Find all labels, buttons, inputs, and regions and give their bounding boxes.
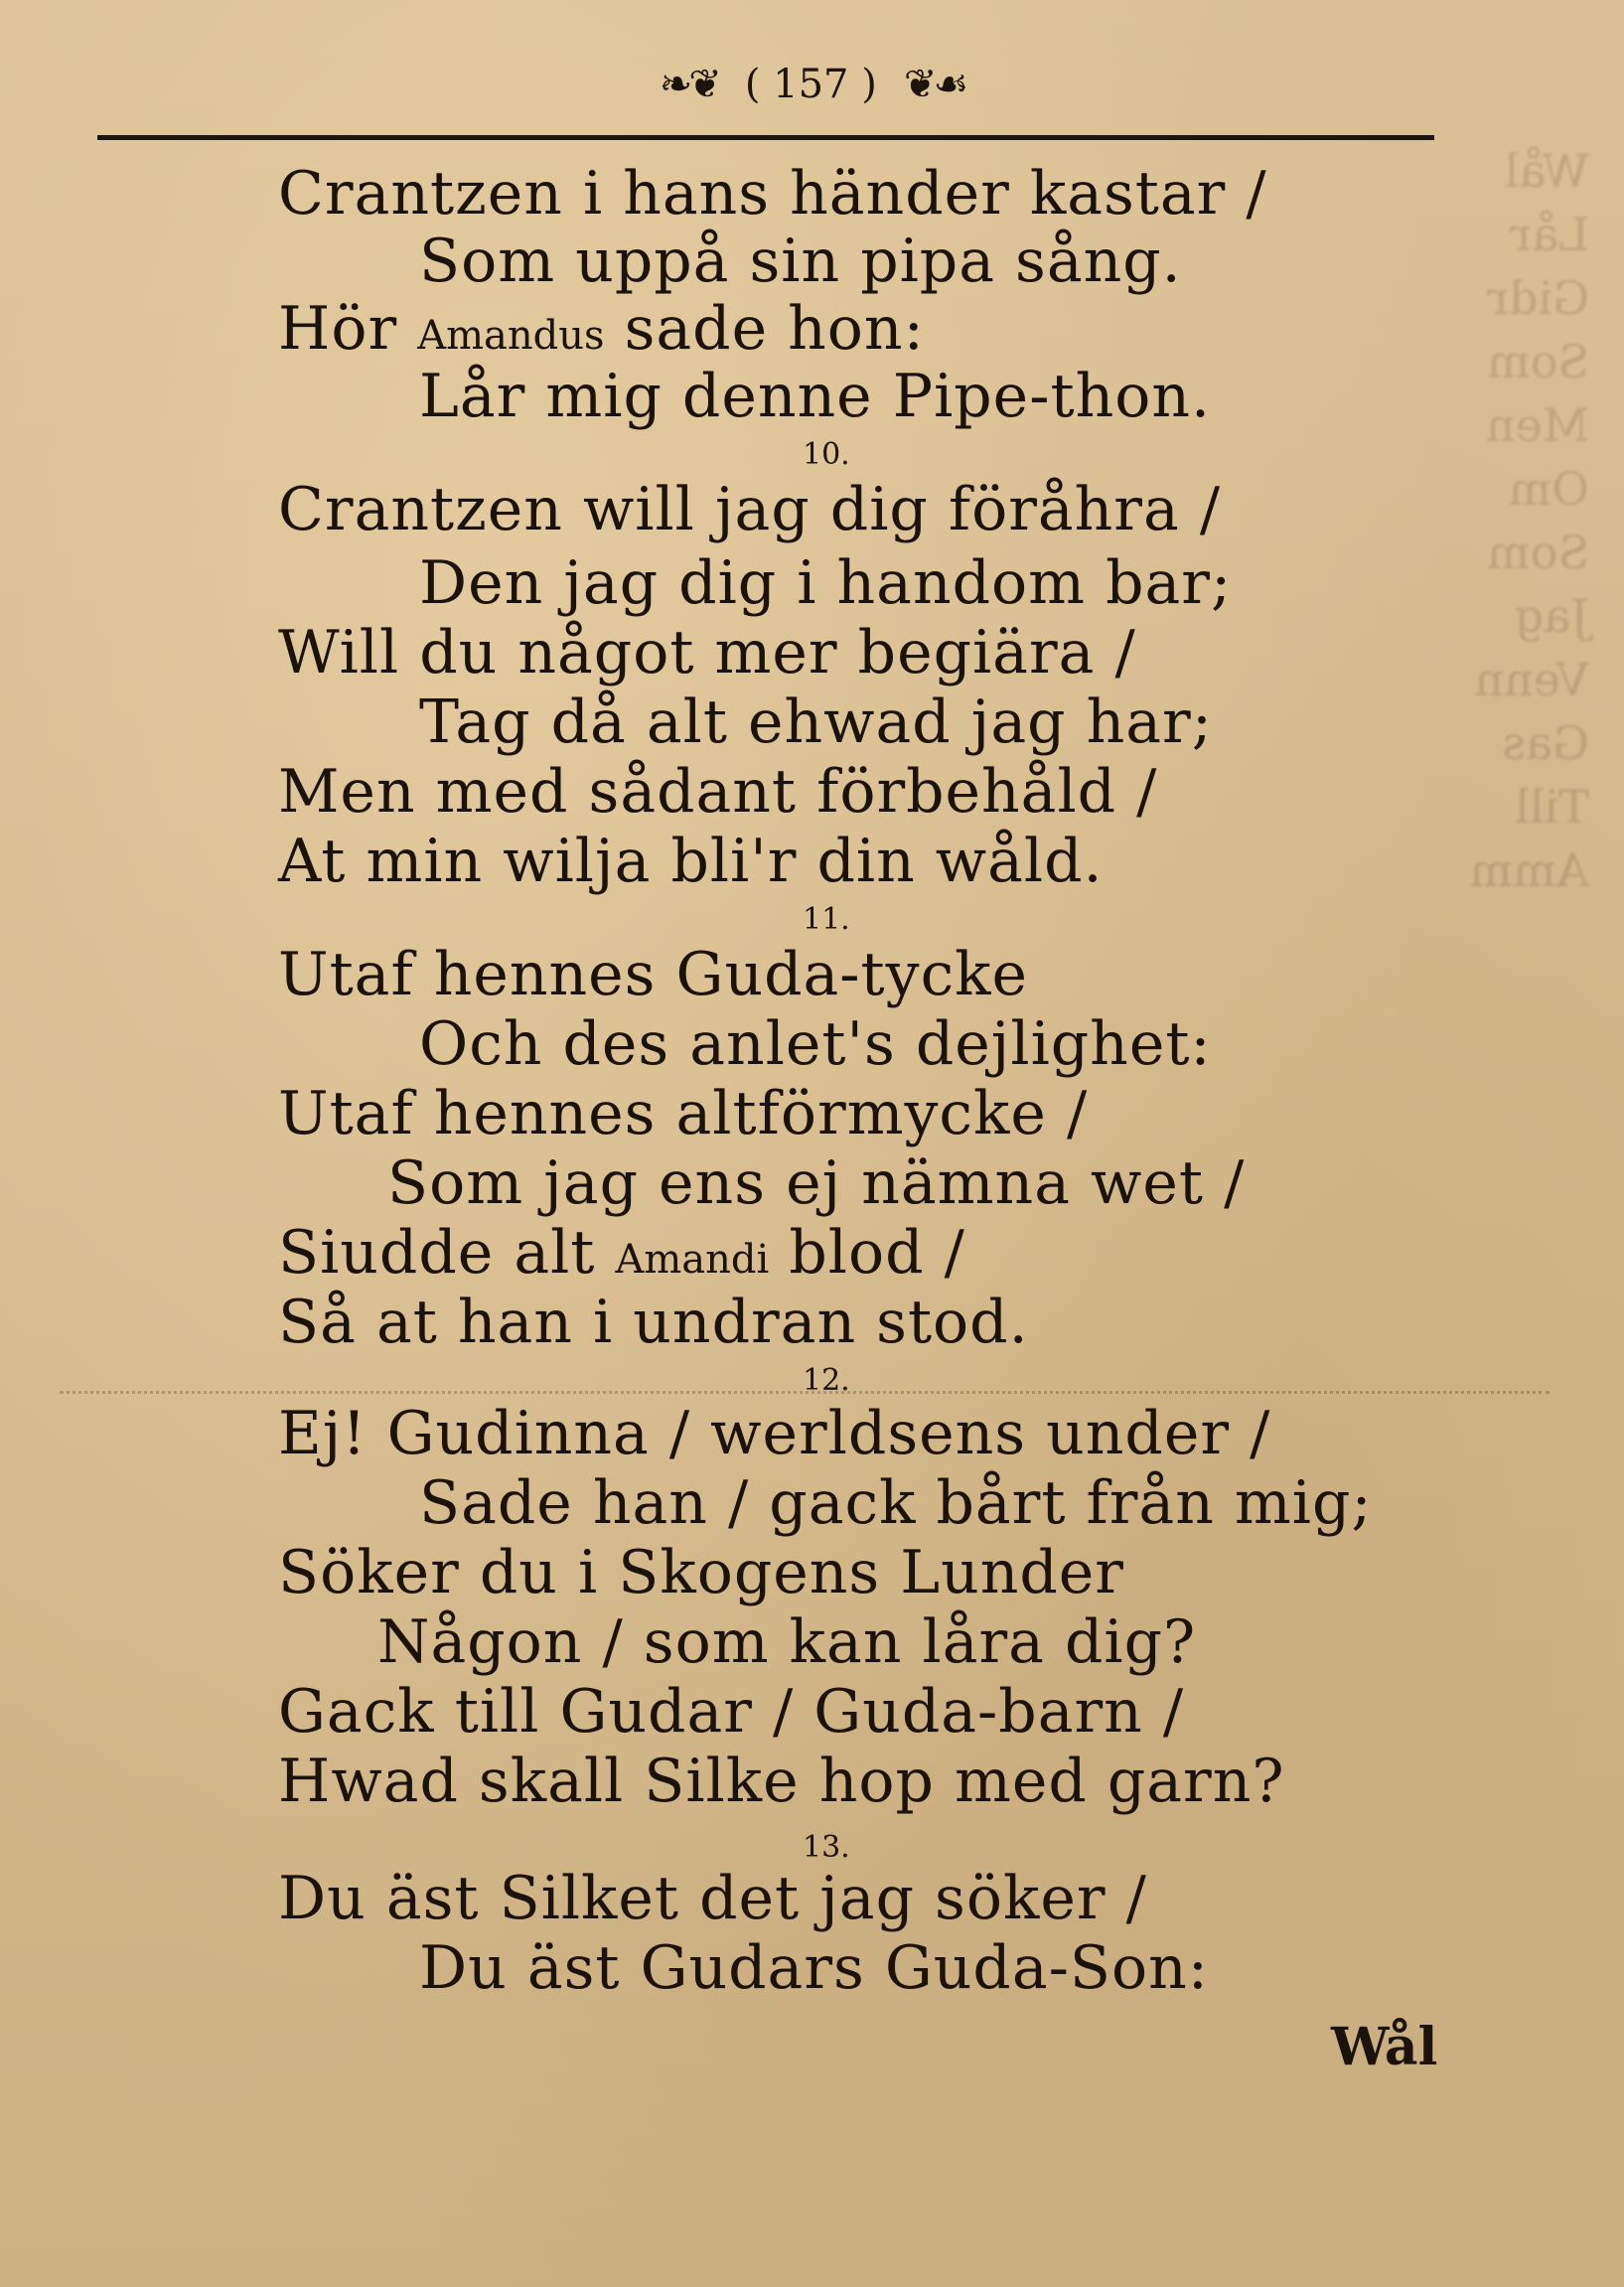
verse-line: Söker du i Skogens Lunder: [278, 1538, 1124, 1607]
roman-name: Amandi: [615, 1237, 770, 1283]
verse-line: Den jag dig i handom bar;: [419, 548, 1233, 618]
roman-name: Amandus: [417, 313, 605, 359]
verse-line: Sade han / gack bårt från mig;: [419, 1468, 1373, 1538]
verse-number: 13.: [803, 1830, 850, 1865]
verse-line: Utaf hennes Guda-tycke: [278, 940, 1029, 1009]
verse-line: Utaf hennes altförmycke /: [278, 1079, 1089, 1148]
verse-number: 12.: [803, 1363, 850, 1398]
verse-line: Will du något mer begiära /: [278, 618, 1136, 687]
verse-line: Siudde alt Amandi blod /: [278, 1218, 965, 1288]
page-header: [0, 62, 1624, 131]
verse-line: Som jag ens ej nämna wet /: [387, 1148, 1246, 1218]
verse-line: Men med sådant förbehåld /: [278, 757, 1158, 827]
verse-line: Ej! Gudinna / werldsens under /: [278, 1399, 1271, 1468]
bleed-through-text: Wål Lår Gidr Som Men Om Som Jag Venn Gas Till Amm: [1469, 144, 1589, 897]
verse-line: Tag då alt ehwad jag har;: [419, 687, 1213, 757]
verse-line: Så at han i undran stod.: [278, 1288, 1029, 1357]
verse-number: 10.: [803, 437, 850, 472]
verse-line: At min wilja bli'r din wåld.: [278, 827, 1104, 896]
page-number: ( 157 ): [744, 62, 877, 107]
ornament-right: ❦☙: [903, 62, 965, 107]
header-rule: [97, 135, 1434, 140]
catchword: Wål: [1331, 2017, 1438, 2077]
verse-line: Crantzen i hans händer kastar /: [278, 159, 1267, 229]
verse-line: Crantzen will jag dig föråhra /: [278, 475, 1222, 544]
verse-number: 11.: [803, 902, 850, 937]
verse-line: Gack till Gudar / Guda-barn /: [278, 1677, 1185, 1747]
verse-line: Du äst Gudars Guda-Son:: [419, 1933, 1209, 2003]
verse-line: Någon / som kan låra dig?: [377, 1607, 1197, 1677]
verse-line: Hwad skall Silke hop med garn?: [278, 1747, 1285, 1816]
bleed-through-border: [60, 1391, 1550, 1394]
verse-line: Och des anlet's dejlighet:: [419, 1009, 1212, 1079]
verse-line: Du äst Silket det jag söker /: [278, 1864, 1147, 1933]
verse-line: Lår mig denne Pipe-thon.: [419, 362, 1212, 431]
verse-line: Som uppå sin pipa sång.: [419, 227, 1182, 296]
verse-line: Hör Amandus sade hon:: [278, 294, 925, 364]
ornament-left: ❧❦: [659, 62, 718, 107]
